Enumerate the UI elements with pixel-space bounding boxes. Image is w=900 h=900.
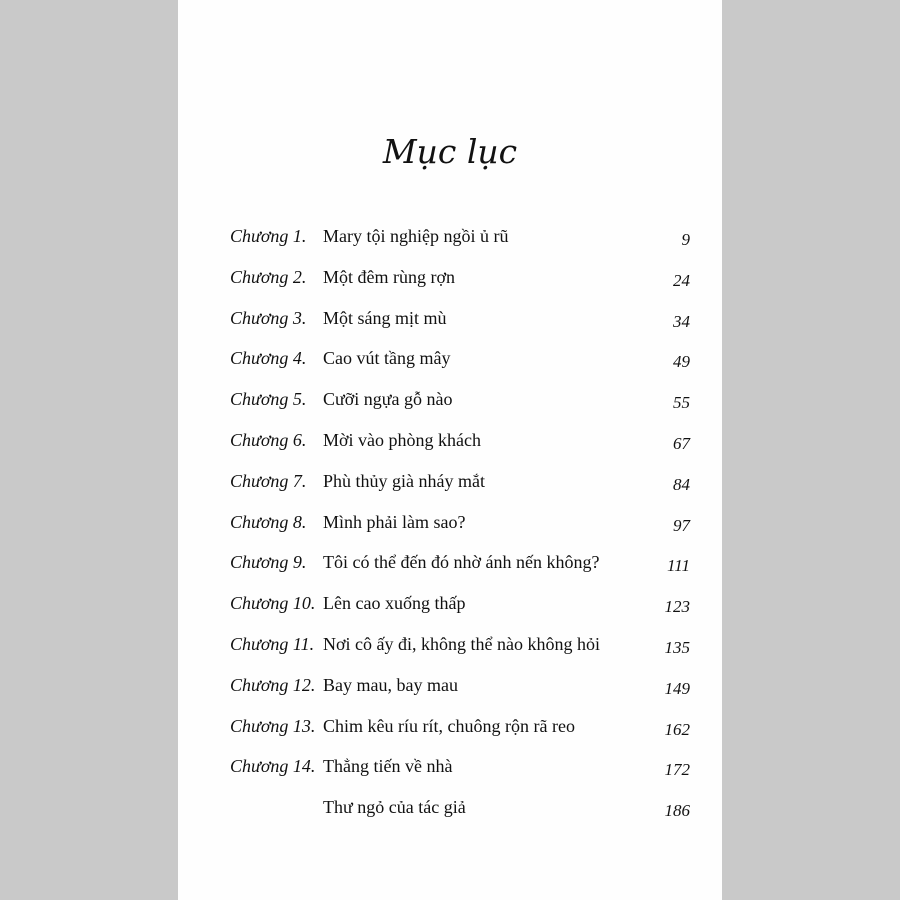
chapter-title: Lên cao xuống thấp bbox=[323, 593, 466, 614]
chapter-title: Tôi có thể đến đó nhờ ánh nến không? bbox=[323, 552, 600, 573]
chapter-title: Mình phải làm sao? bbox=[323, 511, 466, 532]
chapter-title: Thẳng tiến về nhà bbox=[323, 756, 453, 777]
chapter-label: Chương 13. bbox=[230, 715, 316, 736]
toc-entry bbox=[230, 593, 690, 634]
chapter-label: Chương 5. bbox=[230, 389, 307, 410]
chapter-label: Chương 8. bbox=[230, 511, 307, 532]
toc-entry bbox=[230, 675, 690, 716]
chapter-label: Chương 3. bbox=[230, 307, 307, 328]
toc-entry bbox=[230, 512, 690, 553]
chapter-title: Phù thủy già nháy mắt bbox=[323, 470, 485, 491]
page-number: 24 bbox=[673, 270, 690, 290]
chapter-label: Chương 1. bbox=[230, 226, 307, 246]
chapter-label: Chương 14. bbox=[230, 756, 316, 777]
chapter-title: Cao vút tầng mây bbox=[323, 348, 451, 369]
chapter-title: Chim kêu ríu rít, chuông rộn rã reo bbox=[323, 715, 575, 736]
page-title: Mục lục bbox=[382, 132, 518, 171]
page-number: 97 bbox=[673, 515, 690, 535]
chapter-title: Bay mau, bay mau bbox=[323, 674, 458, 695]
table-of-contents bbox=[230, 226, 690, 838]
page-number: 55 bbox=[673, 393, 690, 413]
chapter-label: Chương 6. bbox=[230, 429, 307, 450]
chapter-title: Cưỡi ngựa gỗ nào bbox=[323, 389, 453, 410]
page-number: 9 bbox=[681, 230, 690, 249]
book-page bbox=[178, 0, 722, 900]
page-number: 135 bbox=[664, 637, 690, 657]
toc-entry bbox=[230, 471, 690, 512]
toc-entry bbox=[230, 267, 690, 308]
toc-entry bbox=[230, 308, 690, 349]
chapter-label: Chương 9. bbox=[230, 552, 307, 573]
chapter-title: Nơi cô ấy đi, không thể nào không hỏi bbox=[323, 633, 600, 654]
chapter-title: Thư ngỏ của tác giả bbox=[323, 797, 466, 818]
toc-entry bbox=[230, 430, 690, 471]
chapter-title: Mary tội nghiệp ngồi ủ rũ bbox=[323, 226, 509, 246]
page-number: 111 bbox=[667, 556, 690, 576]
chapter-title: Một đêm rùng rợn bbox=[323, 266, 456, 287]
chapter-label: Chương 12. bbox=[230, 674, 316, 695]
toc-entry bbox=[230, 389, 690, 430]
chapter-label: Chương 7. bbox=[230, 470, 307, 491]
toc-entry bbox=[230, 226, 690, 267]
page-number: 34 bbox=[673, 311, 690, 331]
chapter-label: Chương 4. bbox=[230, 348, 307, 369]
toc-entry bbox=[230, 756, 690, 797]
chapter-label: Chương 2. bbox=[230, 266, 307, 287]
page-number: 49 bbox=[673, 352, 690, 372]
chapter-title: Mời vào phòng khách bbox=[323, 429, 481, 450]
page-number: 172 bbox=[664, 760, 690, 780]
chapter-label: Chương 10. bbox=[230, 593, 316, 614]
toc-entry bbox=[230, 797, 690, 838]
toc-entry bbox=[230, 348, 690, 389]
toc-entry bbox=[230, 552, 690, 593]
chapter-label: Chương 11. bbox=[230, 633, 315, 654]
page-number: 149 bbox=[664, 678, 690, 698]
page-number: 84 bbox=[673, 474, 690, 494]
page-number: 186 bbox=[664, 801, 690, 821]
page-number: 123 bbox=[664, 597, 690, 617]
toc-entry bbox=[230, 634, 690, 675]
toc-entry bbox=[230, 716, 690, 757]
page-number: 67 bbox=[673, 433, 690, 453]
page-number: 162 bbox=[664, 719, 690, 739]
chapter-title: Một sáng mịt mù bbox=[323, 307, 447, 328]
